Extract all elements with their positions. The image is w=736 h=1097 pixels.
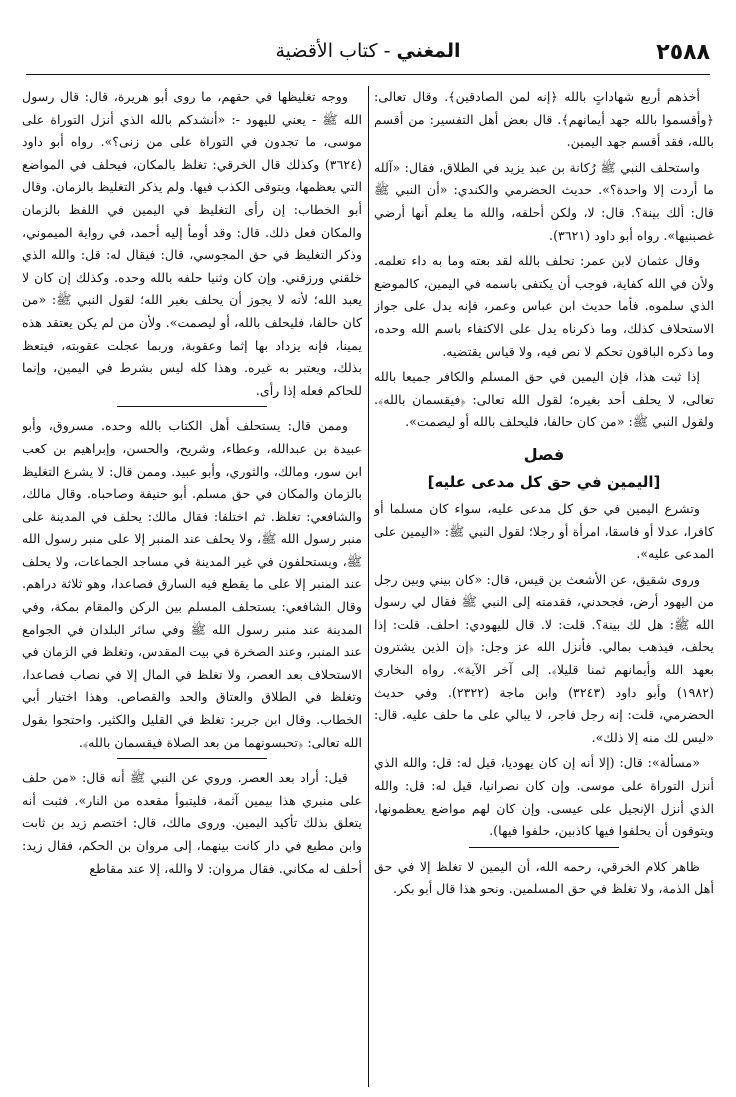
paragraph: وروى شقيق، عن الأشعث بن قيس، قال: «كان بيني وبين رجل من اليهود أرض، فجحدني، فقدمته إلى النبي ﷺ فقال لي رسول الله ﷺ: هل لك بينة؟. قلت: لا. قال لليهودي: احلف. قلت: إذا يحلف، فيذهب بمالي. فأنزل الله عز وجل: ﴿إن الذين يشترون بعهد الله وأيمانهم ثمنا قليلا﴾. إلى آخر الآية». رواه البخاري (١٩٨٢) وأبو داود (٣٢٤٣) وابن ماجة (٢٣٢٢). وفي حديث الحضرمي، قلت: إنه رجل فاجر، لا يبالي على ما حلف عليه. قال: «ليس لك منه إلا ذلك». (374, 571, 714, 745)
column-divider (368, 86, 369, 1087)
page-number: ٢٥٨٨ (656, 40, 710, 65)
separator-rule (469, 847, 619, 848)
page-header (26, 36, 710, 76)
paragraph: ظاهر كلام الخرقي، رحمه الله، أن اليمين لا تغلظ إلا في حق أهل الذمة، ولا تغلظ في حق المسلمين. ونحو هذا قال أبو بكر. (374, 858, 714, 897)
section-subheading: [اليمين في حق كل مدعى عليه] (427, 472, 661, 491)
section-heading: فصل (523, 444, 565, 464)
header-rule (26, 74, 710, 75)
separator-rule (117, 406, 267, 407)
paragraph: وقال عثمان لابن عمر: تحلف بالله لقد بعته وما به داء تعلمه. ولأن في الله كفاية، فوجب أن يكتفى باسمه في اليمين، كالموضع الذي سلموه. فأما حديث ابن عباس وعمر، فإنه يدل على جواز الاستحلاف كذلك، وما ذكرناه يدل على الاكتفاء باسم الله وحده، وما ذكره الباقون تحكم لا نص فيه، ولا قياس يقتضيه. (374, 253, 714, 359)
paragraph: واستحلف النبي ﷺ رُكانة بن عبد يزيد في الطلاق، فقال: «آلله ما أردت إلا واحدة؟». حديث الحضرمي والكندي: «أن النبي ﷺ قال: ألك بينة؟. قال: لا، ولكن أحلفه، والله ما يعلم أنها أرضي غصبنيها». رواه أبو داود (٣٦٢١). (374, 159, 714, 243)
chapter-title: كتاب الأقضية (275, 40, 378, 62)
title-separator: - (377, 40, 397, 62)
paragraph: أخذهم أربع شهاداتٍ بالله ﴿إنه لمن الصادقين﴾. وقال تعالى: ﴿وأقسموا بالله جهد أيمانهم﴾. قال بعض أهل التفسير: من أقسم بالله، فقد أقسم جهد اليمين. (374, 89, 714, 150)
separator-rule (117, 758, 267, 759)
left-column (22, 86, 362, 1089)
paragraph: إذا ثبت هذا، فإن اليمين في حق المسلم والكافر جميعا بالله تعالى، لا يحلف أحد بغيره؛ لقول الله تعالى: ﴿فيقسمان بالله﴾. ولقول النبي ﷺ: «من كان حالفا، فليحلف بالله أو ليصمت». (374, 369, 714, 430)
paragraph: «مسألة»: قال: (إلا أنه إن كان يهوديا، قيل له: قل: والله الذي أنزل التوراة على موسى. وإن كان نصرانيا، قيل له: قل: والله الذي أنزل الإنجيل على عيسى. وإن كان لهم مواضع يعظمونها، ويتوقون أن يحلفوا فيها كاذبين، حلفوا فيها). (374, 755, 714, 839)
paragraph: قيل: أراد بعد العصر. وروي عن النبي ﷺ أنه قال: «من حلف على منبري هذا بيمين آثمة، فليتبوأ مقعده من النار». فثبت أنه يتعلق بذلك تأكيد اليمين. وروى مالك، قال: اختصم زيد بن ثابت وابن مطيع في دار كانت بينهما، إلى مروان بن الحكم، فقال زيد: أحلف له مكاني. فقال مروان: لا والله، إلا عند مقاطع (22, 770, 362, 876)
paragraph: ووجه تغليظها في حقهم، ما روى أبو هريرة، قال: قال رسول الله ﷺ - يعني لليهود -: «أنشدكم بالله الذي أنزل التوراة على موسى، ما تجدون في التوراة على من زنى؟». رواه أبو داود (٣٦٢٤) وكذلك قال الخرقي: تغلظ بالمكان، فيحلف في المواضع التي يعظمها، ويتوقى الكذب فيها. ولم يذكر التغليظ بالزمان. وقال أبو الخطاب: إن رأى التغليظ في اليمين في اللفظ بالزمان والمكان فعل ذلك. قال: وقد أومأ إليه أحمد، في رواية الميموني، وذكر التغليظ في حق المجوسي، قال: فيقال له: قل: والله الذي خلقني ورزقني. وإن كان وثنيا حلفه بالله وحده. وكذلك إن كان لا يعبد الله؛ لأنه لا يجوز أن يحلف بغير الله؛ لقول النبي ﷺ: «من كان حالفا، فليحلف بالله، أو ليصمت». ولأن من لم يكن يعتقد هذه يمينا، فإنه يزداد بها إثما وعقوبة، وربما عجلت عقوبته، فيتعظ بذلك، ويعتبر به غيره. وهذا كله ليس بشرط في اليمين، وإنما للحاكم فعله إذا رأى. (22, 89, 362, 398)
paragraph: وتشرع اليمين في حق كل مدعى عليه، سواء كان مسلما أو كافرا، عدلا أو فاسقا، امرأة أو رجلا؛ لقول النبي ﷺ: «اليمين على المدعى عليه». (374, 500, 714, 562)
running-title (26, 40, 710, 62)
right-column (374, 86, 714, 1089)
book-title: المغني (396, 40, 461, 62)
paragraph: وممن قال: يستحلف أهل الكتاب بالله وحده. مسروق، وأبو عبيدة بن عبدالله، وعطاء، وشريح، والحسن، وإبراهيم بن كعب ابن سور، ومالك، والثوري، وأبو عبيد. وممن قال: لا يشرع التغليظ بالزمان والمكان في حق مسلم. أبو حنيفة وصاحباه. وقال مالك، والشافعي: تغلظ. ثم اختلفا: فقال مالك: يحلف في المدينة على منبر رسول الله ﷺ، ولا يحلف عند المنبر إلا على منبر رسول الله ﷺ، ويستحلفون في غير المدينة في مساجد الجماعات، ولا يحلف عند المنبر إلا على ما يقطع فيه السارق فصاعدا، وهو ثلاثة دراهم. وقال الشافعي: يستحلف المسلم بين الركن والمقام بمكة، وفي المدينة عند منبر رسول الله ﷺ وفي سائر البلدان في الجوامع عند المنبر، وعند الصخرة في بيت المقدس، وتغلظ في الزمان في الاستحلاف بعد العصر، ولا تغلظ في المال إلا في نصاب فصاعدا، وتغلظ في الطلاق والعتاق والحد والقصاص. وهذا اختيار أبي الخطاب. وقال ابن جرير: تغلظ في القليل والكثير. واحتجوا بقول الله تعالى: ﴿تحبسونهما من بعد الصلاة فيقسمان بالله﴾. (22, 418, 362, 750)
